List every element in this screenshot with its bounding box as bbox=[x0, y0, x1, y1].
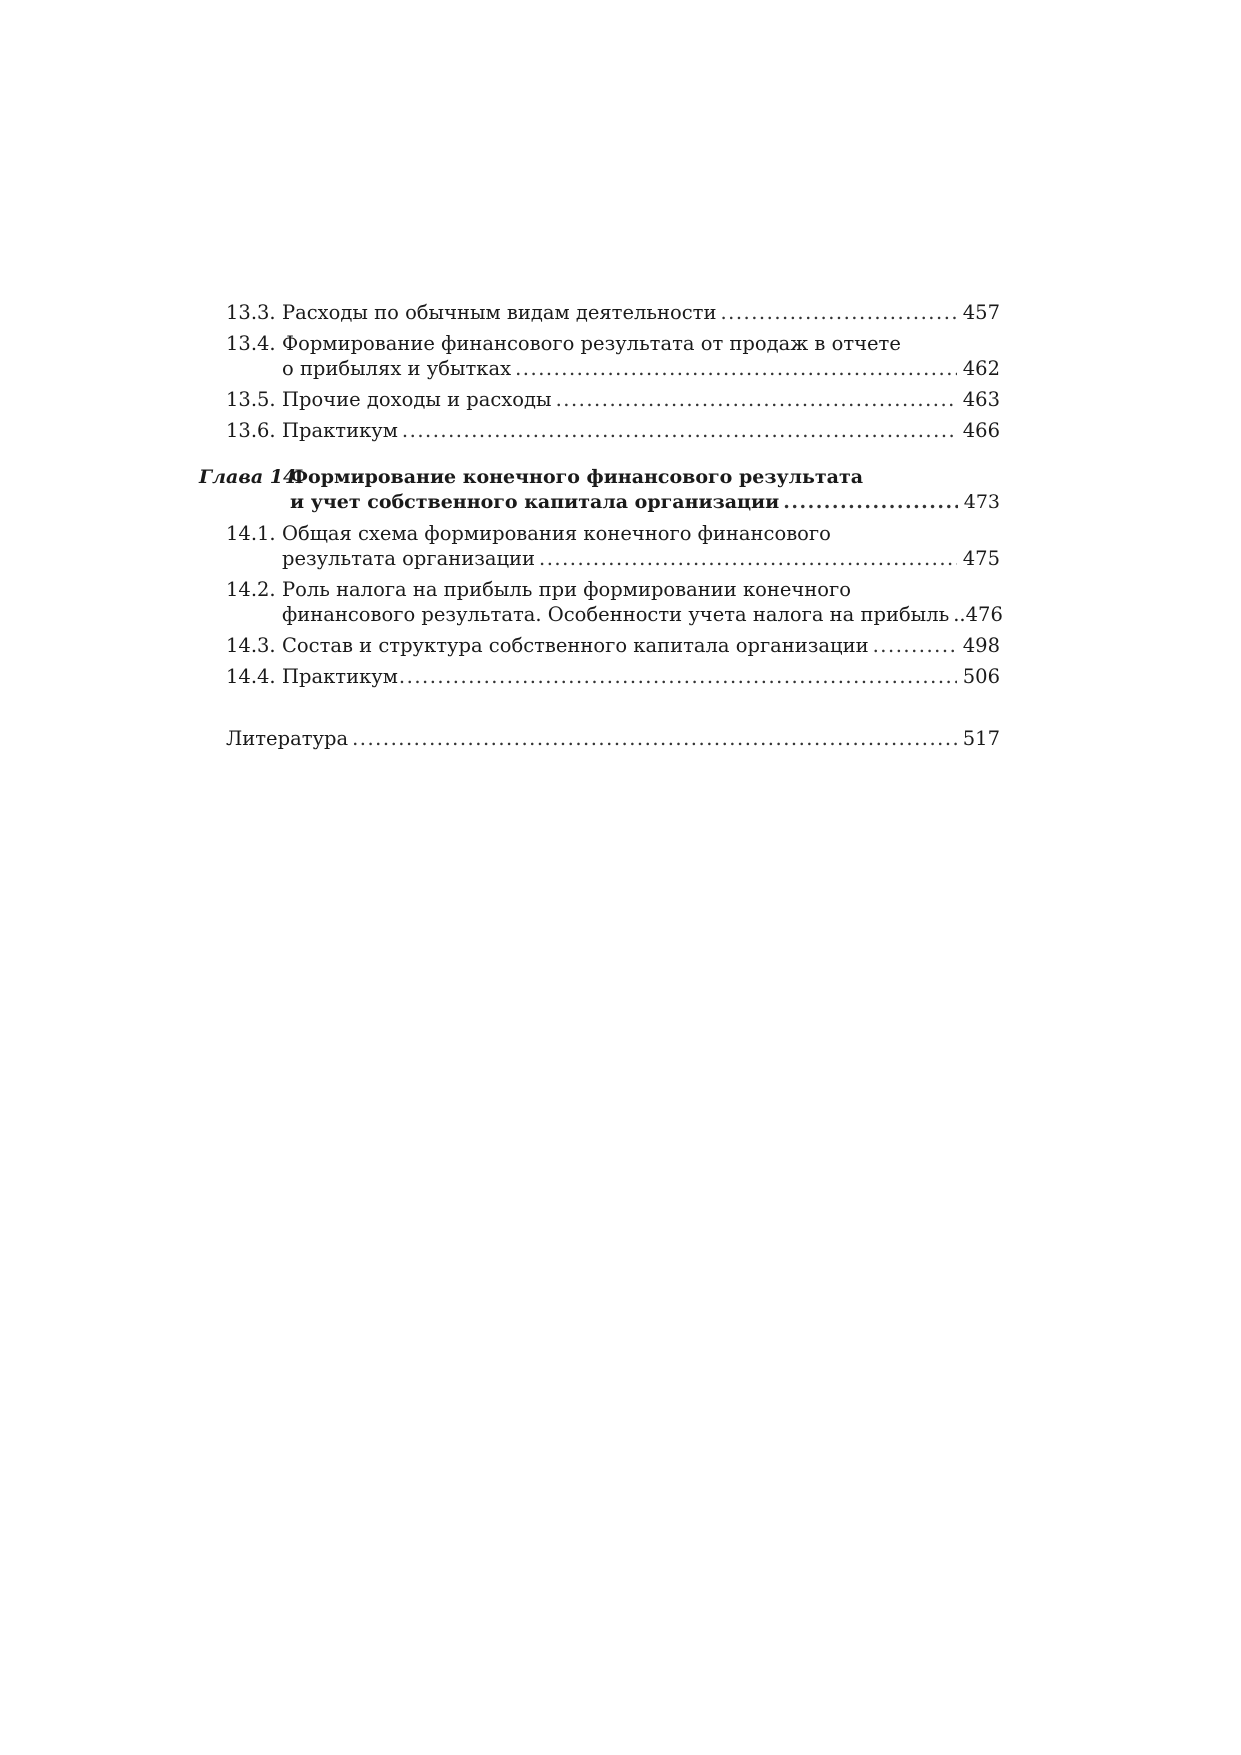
section-title: Прочие доходы и расходы bbox=[282, 388, 552, 411]
toc-entry-14-4[interactable] bbox=[226, 664, 1000, 689]
page-number: 475 bbox=[962, 547, 1000, 570]
dot-leader bbox=[556, 387, 957, 412]
toc-entry-13-6[interactable] bbox=[226, 418, 1000, 443]
toc-entry-13-3[interactable] bbox=[226, 300, 1000, 325]
section-title-line-1: Роль налога на прибыль при формировании конечного bbox=[282, 578, 852, 601]
toc-entry-13-5[interactable] bbox=[226, 387, 1000, 412]
dot-leader bbox=[539, 546, 957, 571]
toc-entry-literature[interactable] bbox=[226, 726, 1000, 751]
table-of-contents bbox=[199, 300, 1003, 751]
section-title: Практикум bbox=[282, 419, 398, 442]
section-title-line-2: результата организации bbox=[282, 547, 536, 570]
literature-title: Литература bbox=[226, 727, 349, 750]
dot-leader bbox=[783, 490, 958, 515]
dot-leader bbox=[873, 633, 957, 658]
section-number: 13.6. bbox=[226, 419, 276, 442]
page-number: 498 bbox=[962, 634, 1000, 657]
dot-leader: .. bbox=[953, 603, 966, 626]
chapter-title-line-2: и учет собственного капитала организации bbox=[290, 491, 780, 513]
section-title-line-2: о прибылях и убытках bbox=[282, 357, 512, 380]
section-number: 14.4. bbox=[226, 665, 276, 688]
toc-entry-14-3[interactable] bbox=[226, 633, 1000, 658]
dot-leader bbox=[515, 356, 957, 381]
dot-leader bbox=[399, 664, 957, 689]
section-number: 14.1. bbox=[226, 522, 276, 545]
section-number: 14.2. bbox=[226, 578, 276, 601]
page-number: 463 bbox=[962, 388, 1000, 411]
page-number: 462 bbox=[962, 357, 1000, 380]
section-number: 14.3. bbox=[226, 634, 276, 657]
page-number: 466 bbox=[962, 419, 1000, 442]
toc-entry-14-1[interactable] bbox=[226, 521, 1000, 571]
section-title-line-1: Формирование финансового результата от продаж в отчете bbox=[282, 332, 901, 355]
chapter-label: Глава 14. bbox=[199, 466, 303, 488]
section-number: 13.4. bbox=[226, 332, 276, 355]
chapter-title-line-1: Формирование конечного финансового результата bbox=[290, 466, 864, 488]
page-number: 517 bbox=[962, 727, 1000, 750]
section-number: 13.5. bbox=[226, 388, 276, 411]
section-title: Расходы по обычным видам деятельности bbox=[282, 301, 717, 324]
dot-leader bbox=[402, 418, 957, 443]
page-number: 473 bbox=[963, 491, 1000, 513]
section-number: 13.3. bbox=[226, 301, 276, 324]
toc-entry-13-4[interactable] bbox=[226, 331, 1000, 381]
page-number: 476 bbox=[965, 603, 1003, 626]
section-title: Состав и структура собственного капитала организации bbox=[282, 634, 869, 657]
dot-leader bbox=[720, 300, 956, 325]
section-title: Практикум bbox=[282, 665, 398, 688]
toc-chapter-14[interactable] bbox=[199, 465, 1000, 515]
page-number: 506 bbox=[962, 665, 1000, 688]
dot-leader bbox=[352, 726, 957, 751]
page-number: 457 bbox=[962, 301, 1000, 324]
section-title-line-2: финансового результата. Особенности учета налога на прибыль bbox=[282, 603, 950, 626]
section-title-line-1: Общая схема формирования конечного финансового bbox=[282, 522, 831, 545]
toc-entry-14-2[interactable] bbox=[226, 577, 1003, 627]
